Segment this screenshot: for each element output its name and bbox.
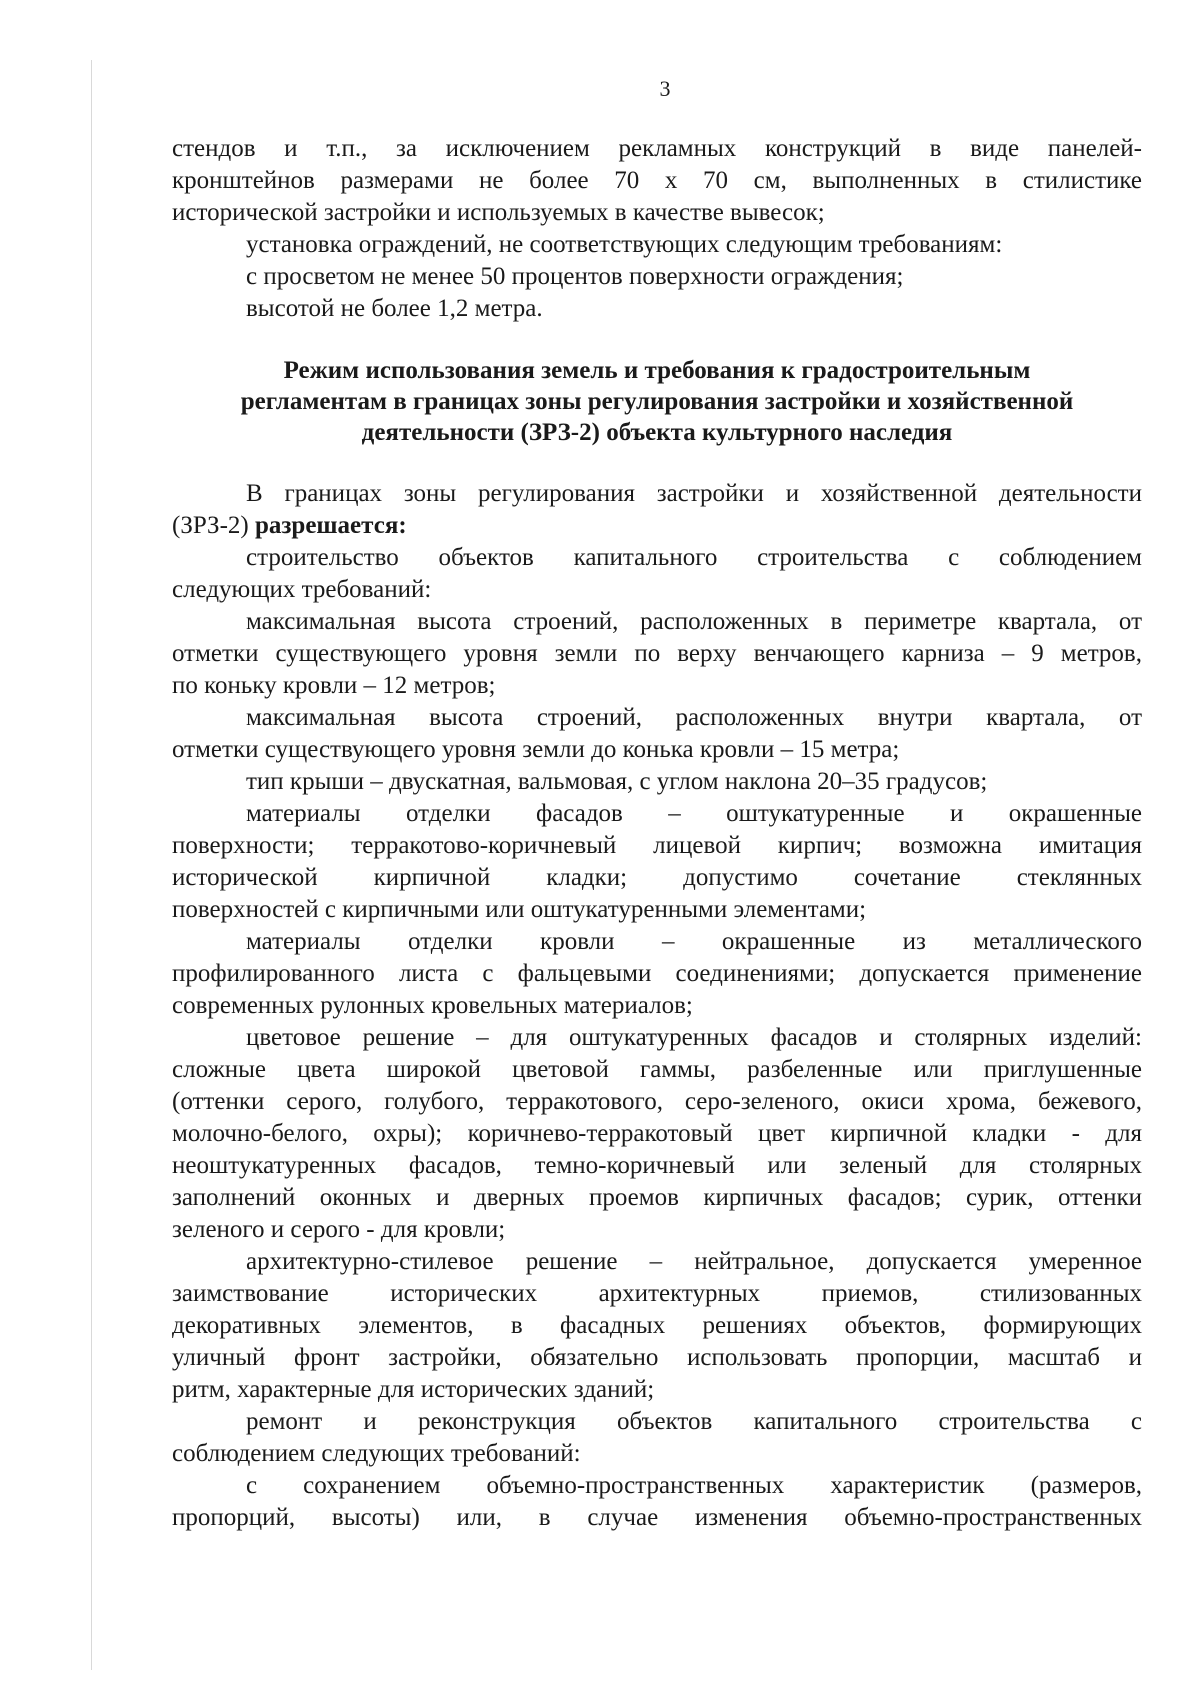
text-line: исторической кирпичной кладки; допустимо сочетание стеклянных — [172, 864, 1142, 891]
text-line: установка ограждений, не соответствующих следующим требованиям: — [246, 231, 1003, 258]
text-line: поверхностей с кирпичными или оштукатуренными элементами; — [172, 896, 867, 923]
text-line: с сохранением объемно-пространственных характеристик (размеров, — [246, 1472, 1142, 1499]
text-line: неоштукатуренных фасадов, темно-коричневый или зеленый для столярных — [172, 1152, 1142, 1179]
text-line: исторической застройки и используемых в качестве вывесок; — [172, 199, 825, 226]
text-line: заимствование исторических архитектурных приемов, стилизованных — [172, 1280, 1142, 1307]
text-line: профилированного листа с фальцевыми соединениями; допускается применение — [172, 960, 1142, 987]
text-line: уличный фронт застройки, обязательно использовать пропорции, масштаб и — [172, 1344, 1142, 1371]
text-line: тип крыши – двускатная, вальмовая, с углом наклона 20–35 градусов; — [246, 768, 988, 795]
text-line: декоративных элементов, в фасадных решениях объектов, формирующих — [172, 1312, 1142, 1339]
text-line: максимальная высота строений, расположенных в периметре квартала, от — [246, 608, 1142, 635]
document-body — [172, 133, 1142, 1534]
heading-line: регламентам в границах зоны регулирования застройки и хозяйственной — [240, 388, 1074, 415]
heading-line: деятельности (ЗРЗ-2) объекта культурного наследия — [361, 419, 953, 446]
page-number: 3 — [659, 76, 671, 101]
text-line: максимальная высота строений, расположенных внутри квартала, от — [246, 704, 1142, 731]
text-line: по коньку кровли – 12 метров; — [172, 672, 496, 699]
section-heading — [172, 355, 1142, 448]
text-line: В границах зоны регулирования застройки и хозяйственной деятельности — [246, 480, 1142, 507]
text-line: с просветом не менее 50 процентов поверхности ограждения; — [246, 263, 904, 290]
scan-edge-line — [91, 60, 92, 1670]
text-line: современных рулонных кровельных материалов; — [172, 992, 693, 1019]
permitted-label: разрешается: — [254, 512, 407, 539]
text-line: строительство объектов капитального строительства с соблюдением — [246, 544, 1142, 571]
heading-line: Режим использования земель и требования к градостроительным — [283, 357, 1031, 384]
text-line: поверхности; терракотово-коричневый лицевой кирпич; возможна имитация — [172, 832, 1142, 859]
text-line: стендов и т.п., за исключением рекламных конструкций в виде панелей- — [172, 135, 1142, 162]
text-line: высотой не более 1,2 метра. — [246, 295, 543, 322]
zone-code: (ЗРЗ-2) — [172, 512, 255, 539]
text-line: следующих требований: — [172, 576, 432, 603]
text-line: заполнений оконных и дверных проемов кирпичных фасадов; сурик, оттенки — [172, 1184, 1142, 1211]
text-line: материалы отделки фасадов – оштукатуренные и окрашенные — [246, 800, 1142, 827]
text-line: (оттенки серого, голубого, терракотового, серо-зеленого, окиси хрома, бежевого, — [172, 1088, 1142, 1115]
spacer — [172, 325, 1142, 355]
text-line: ремонт и реконструкция объектов капитального строительства с — [246, 1408, 1142, 1435]
spacer — [172, 448, 1142, 478]
text-line: кронштейнов размерами не более 70 х 70 см, выполненных в стилистике — [172, 167, 1142, 194]
text-line: ритм, характерные для исторических зданий; — [172, 1376, 655, 1403]
text-line: архитектурно-стилевое решение – нейтральное, допускается умеренное — [246, 1248, 1142, 1275]
text-line: пропорций, высоты) или, в случае изменения объемно-пространственных — [172, 1504, 1142, 1531]
text-line: отметки существующего уровня земли по верху венчающего карниза – 9 метров, — [172, 640, 1142, 667]
text-line: соблюдением следующих требований: — [172, 1440, 581, 1467]
text-line: молочно-белого, охры); коричнево-терракотовый цвет кирпичной кладки - для — [172, 1120, 1142, 1147]
text-line — [172, 510, 1142, 542]
text-line: цветовое решение – для оштукатуренных фасадов и столярных изделий: — [246, 1024, 1142, 1051]
text-line: материалы отделки кровли – окрашенные из металлического — [246, 928, 1142, 955]
text-line: сложные цвета широкой цветовой гаммы, разбеленные или приглушенные — [172, 1056, 1142, 1083]
text-line: зеленого и серого - для кровли; — [172, 1216, 506, 1243]
text-line: отметки существующего уровня земли до конька кровли – 15 метра; — [172, 736, 900, 763]
